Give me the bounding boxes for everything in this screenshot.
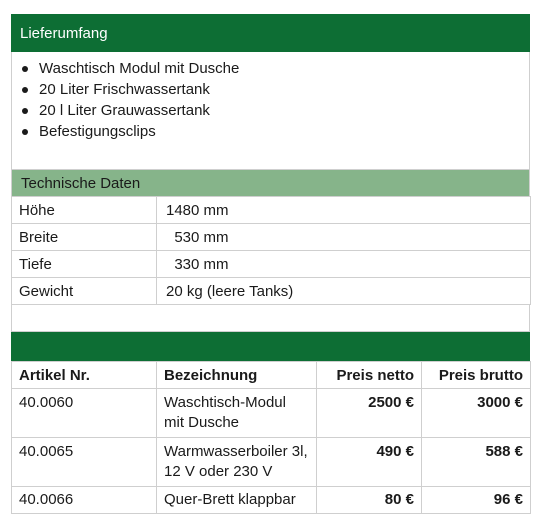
spec-label: Breite	[12, 224, 157, 251]
table-row	[12, 487, 531, 514]
spec-value: 530 mm	[157, 224, 531, 251]
table-row	[12, 278, 531, 305]
list-item: 20 Liter Frischwassertank	[22, 79, 529, 100]
table-row	[12, 224, 531, 251]
spec-value: 330 mm	[157, 251, 531, 278]
column-header-preis-netto: Preis netto	[317, 362, 422, 389]
table-header-row	[12, 362, 531, 389]
spec-label: Gewicht	[12, 278, 157, 305]
technische-daten-header	[11, 169, 530, 196]
bullet-icon	[22, 87, 28, 93]
preis-netto: 490 €	[317, 438, 422, 487]
spec-label: Höhe	[12, 197, 157, 224]
preis-netto: 2500 €	[317, 389, 422, 438]
preis-brutto: 3000 €	[422, 389, 531, 438]
artikel-header-band	[11, 332, 530, 361]
bullet-icon	[22, 66, 28, 72]
spec-value: 20 kg (leere Tanks)	[157, 278, 531, 305]
bullet-icon	[22, 108, 28, 114]
column-header-bezeichnung: Bezeichnung	[157, 362, 317, 389]
list-item: Waschtisch Modul mit Dusche	[22, 58, 529, 79]
table-row	[12, 197, 531, 224]
preis-netto: 80 €	[317, 487, 422, 514]
table-row	[12, 438, 531, 487]
column-header-artikel-nr: Artikel Nr.	[12, 362, 157, 389]
artikel-nr: 40.0060	[12, 389, 157, 438]
preis-brutto: 588 €	[422, 438, 531, 487]
spec-label: Tiefe	[12, 251, 157, 278]
bullet-icon	[22, 129, 28, 135]
lieferumfang-box	[11, 52, 530, 169]
lieferumfang-header	[11, 14, 530, 52]
technische-daten-title: Technische Daten	[21, 174, 141, 192]
artikel-nr: 40.0065	[12, 438, 157, 487]
spacer	[11, 305, 530, 332]
preis-brutto: 96 €	[422, 487, 531, 514]
spec-value: 1480 mm	[157, 197, 531, 224]
lieferumfang-title: Lieferumfang	[20, 24, 108, 42]
list-item: 20 l Liter Grauwassertank	[22, 100, 529, 121]
artikel-table	[11, 361, 531, 514]
bezeichnung: Waschtisch-Modul mit Dusche	[157, 389, 317, 438]
table-row	[12, 251, 531, 278]
lieferumfang-list	[12, 52, 529, 169]
table-row	[12, 389, 531, 438]
bezeichnung: Quer-Brett klappbar	[157, 487, 317, 514]
column-header-preis-brutto: Preis brutto	[422, 362, 531, 389]
list-item: Befestigungsclips	[22, 121, 529, 142]
bezeichnung: Warmwasserboiler 3l, 12 V oder 230 V	[157, 438, 317, 487]
artikel-nr: 40.0066	[12, 487, 157, 514]
technische-daten-table	[11, 196, 531, 305]
product-sheet	[11, 14, 530, 514]
